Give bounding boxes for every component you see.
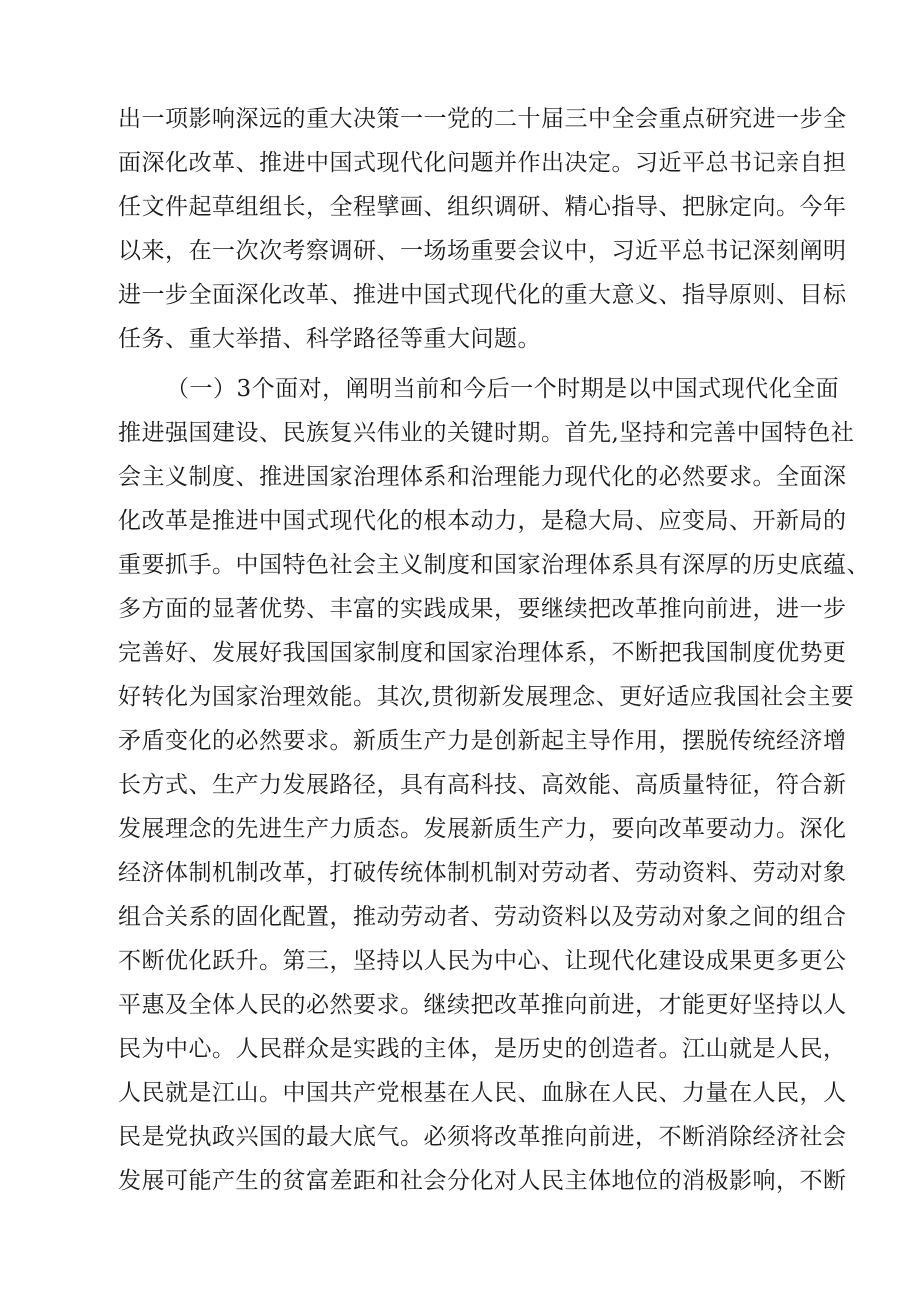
text-line: 进一步全面深化改革、推进中国式现代化的重大意义、指导原则、目标 bbox=[118, 282, 847, 308]
text-line: 发展可能产生的贫富差距和社会分化对人民主体地位的消极影响，不断 bbox=[118, 1168, 847, 1194]
text-line: 民为中心。人民群众是实践的主体，是历史的创造者。江山就是人民， bbox=[118, 1036, 847, 1062]
text-line: 化改革是推进中国式现代化的根本动力，是稳大局、应变局、开新局的 bbox=[118, 508, 847, 534]
text-line: 经济体制机制改革，打破传统体制机制对劳动者、劳动资料、劳动对象 bbox=[118, 860, 847, 886]
paragraph-2 bbox=[118, 367, 870, 1203]
text-line: 好转化为国家治理效能。其次,贯彻新发展理念、更好适应我国社会主要 bbox=[118, 684, 855, 710]
text-line: 矛盾变化的必然要求。新质生产力是创新起主导作用，摆脱传统经济增 bbox=[118, 728, 847, 754]
text-line: 任文件起草组组长，全程擘画、组织调研、精心指导、把脉定向。今年 bbox=[118, 194, 847, 220]
text-line: 平惠及全体人民的必然要求。继续把改革推向前进，才能更好坚持以人 bbox=[118, 992, 847, 1018]
text-line: 发展理念的先进生产力质态。发展新质生产力，要向改革要动力。深化 bbox=[118, 816, 847, 842]
text-line: 多方面的显著优势、丰富的实践成果，要继续把改革推向前进，进一步 bbox=[118, 596, 847, 622]
text-line: 不断优化跃升。第三，坚持以人民为中心、让现代化建设成果更多更公 bbox=[118, 948, 847, 974]
document-body bbox=[118, 97, 870, 1203]
text-line: 长方式、生产力发展路径，具有高科技、高效能、高质量特征，符合新 bbox=[118, 772, 847, 798]
text-line: 完善好、发展好我国国家制度和国家治理体系，不断把我国制度优势更 bbox=[118, 640, 847, 666]
text-line: （一）3个面对，阐明当前和今后一个时期是以中国式现代化全面 bbox=[166, 376, 840, 402]
text-line: 以来，在一次次考察调研、一场场重要会议中，习近平总书记深刻阐明 bbox=[118, 238, 847, 264]
text-line: 会主义制度、推进国家治理体系和治理能力现代化的必然要求。全面深 bbox=[118, 464, 847, 490]
text-line: 面深化改革、推进中国式现代化问题并作出决定。习近平总书记亲自担 bbox=[118, 150, 847, 176]
paragraph-1 bbox=[118, 97, 847, 361]
text-line: 民是党执政兴国的最大底气。必须将改革推向前进，不断消除经济社会 bbox=[118, 1124, 847, 1150]
text-line: 重要抓手。中国特色社会主义制度和国家治理体系具有深厚的历史底蕴、 bbox=[118, 552, 870, 578]
text-line: 任务、重大举措、科学路径等重大问题。 bbox=[118, 326, 541, 352]
text-line: 组合关系的固化配置，推动劳动者、劳动资料以及劳动对象之间的组合 bbox=[118, 904, 847, 930]
text-line: 人民就是江山。中国共产党根基在人民、血脉在人民、力量在人民，人 bbox=[118, 1080, 847, 1106]
text-line: 推进强国建设、民族复兴伟业的关键时期。首先,坚持和完善中国特色社 bbox=[118, 420, 855, 446]
text-line: 出一项影响深远的重大决策一一党的二十届三中全会重点研究进一步全 bbox=[118, 106, 847, 132]
